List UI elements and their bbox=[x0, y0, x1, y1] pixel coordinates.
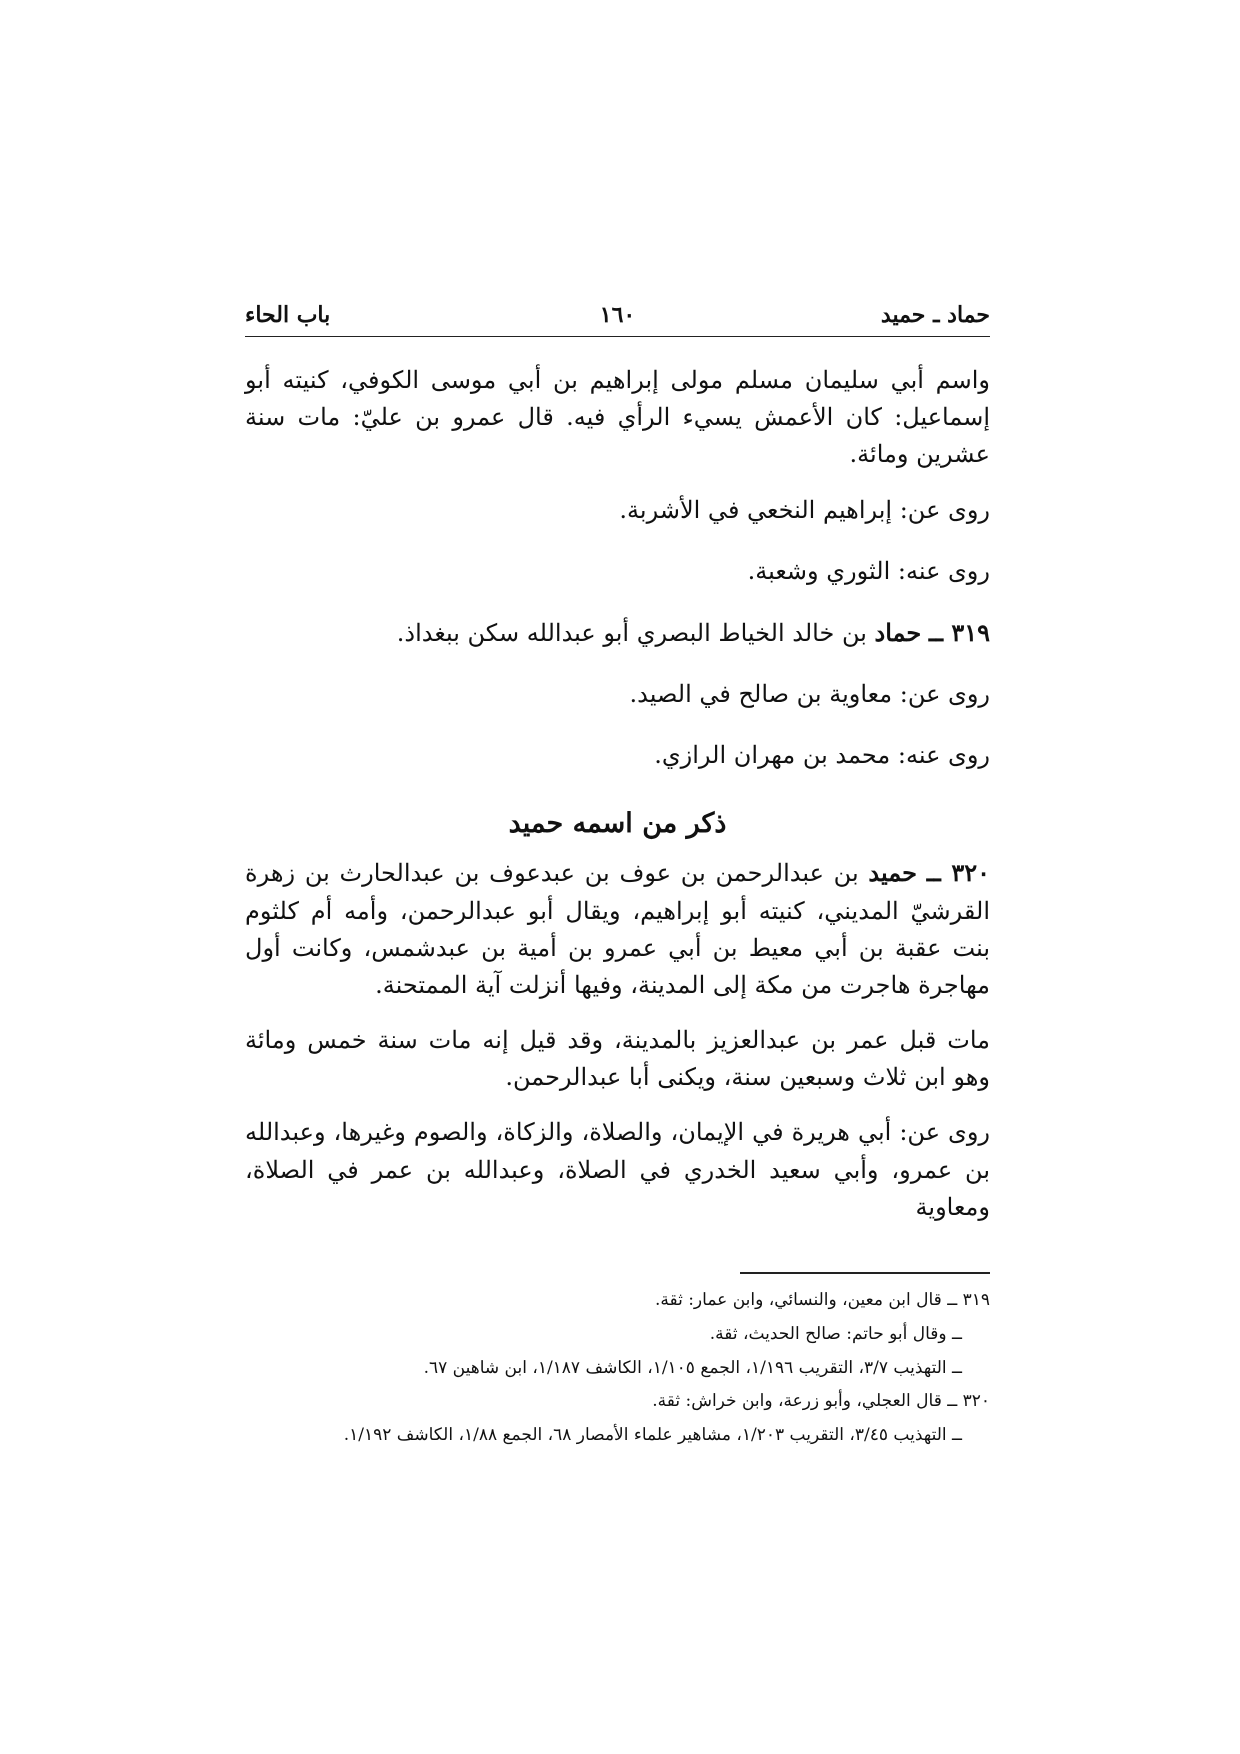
narrated-from: روى عن: معاوية بن صالح في الصيد. bbox=[629, 680, 990, 709]
footnote: ــ التهذيب ٣/٤٥، التقريب ١/٢٠٣، مشاهير علماء الأمصار ٦٨، الجمع ١/٨٨، الكاشف ١/١٩٢. bbox=[343, 1425, 962, 1445]
entry-number: ٣١٩ ــ bbox=[928, 617, 990, 647]
running-header bbox=[245, 300, 990, 337]
footnote: ــ التهذيب ٣/٧، التقريب ١/١٩٦، الجمع ١/١٠٥، الكاشف ١/١٨٧، ابن شاهين ٦٧. bbox=[423, 1357, 962, 1378]
entry-320 bbox=[245, 854, 990, 1004]
entry-319 bbox=[245, 614, 990, 652]
main-text bbox=[245, 362, 990, 1244]
footnote: ٣٢٠ ــ قال العجلي، وأبو زرعة، وابن خراش: ثقة. bbox=[652, 1391, 990, 1412]
footnote: ٣١٩ ــ قال ابن معين، والنسائي، وابن عمار: ثقة. bbox=[654, 1290, 990, 1310]
footnote: ــ وقال أبو حاتم: صالح الحديث، ثقة. bbox=[709, 1323, 962, 1344]
narrated-from: روى عن: أبي هريرة في الإيمان، والصلاة، والزكاة، والصوم وغيرها، وعبدالله بن عمرو، وأبي سعيد الخدري في الصلاة، وعبدالله بن عمر في الصلاة، ومعاوية bbox=[245, 1118, 990, 1221]
footnotes bbox=[245, 1286, 990, 1455]
header-section-names: حماد ـ حميد bbox=[880, 302, 990, 328]
header-chapter-title: باب الحاء bbox=[245, 302, 331, 328]
paragraph: واسم أبي سليمان مسلم مولى إبراهيم بن أبي موسى الكوفي، كنيته أبو إسماعيل: كان الأعمش يسيء الرأي فيه. قال عمرو بن عليّ: مات سنة عشرين ومائة. bbox=[245, 366, 990, 469]
narrated-by: روى عنه: الثوري وشعبة. bbox=[747, 556, 990, 585]
page-number: ١٦٠ bbox=[599, 302, 636, 328]
entry-name: حميد bbox=[868, 858, 917, 888]
narrated-from: روى عن: إبراهيم النخعي في الأشربة. bbox=[619, 495, 990, 524]
entry-text: بن خالد الخياط البصري أبو عبدالله سكن ببغداذ. bbox=[396, 618, 867, 647]
entry-text: بن عبدالرحمن بن عوف بن عبدعوف بن عبدالحارث بن زهرة القرشيّ المديني، كنيته أبو إبراهيم، ويقال أبو عبدالرحمن، وأمه أم كلثوم بنت عقبة بن أبي معيط بن أبي عمرو بن أمية بن عبدشمس، وكانت أول مهاجرة هاجرت من مكة إلى المدينة، وفيها أنزلت آية الممتحنة. bbox=[245, 859, 990, 999]
section-heading: ذكر من اسمه حميد bbox=[508, 807, 727, 839]
narrated-by: روى عنه: محمد بن مهران الرازي. bbox=[654, 741, 990, 770]
entry-number: ٣٢٠ ــ bbox=[926, 858, 990, 888]
footnote-divider bbox=[740, 1272, 990, 1274]
paragraph: مات قبل عمر بن عبدالعزيز بالمدينة، وقد قيل إنه مات سنة خمس ومائة وهو ابن ثلاث وسبعين سنة، ويكنى أبا عبدالرحمن. bbox=[245, 1026, 990, 1092]
entry-name: حماد bbox=[874, 617, 922, 647]
